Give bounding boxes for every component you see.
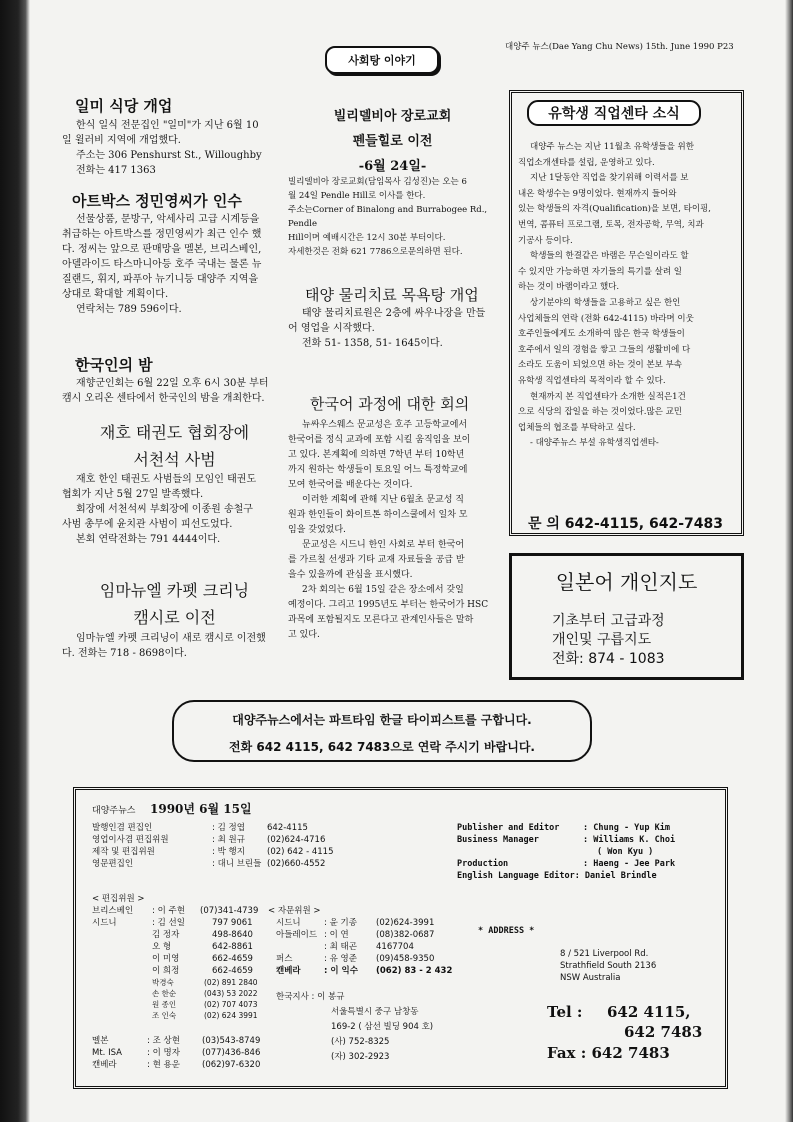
fax-number: Fax : 642 7483 — [547, 1044, 670, 1062]
taekwondo-title: 재호 태권도 협회장에 — [99, 423, 250, 442]
bath-title: 태양 물리치료 목욕탕 개업 — [305, 286, 479, 304]
typist-wanted-banner — [172, 700, 592, 762]
church-body: 빌리델비아 장로교회(담임목사 김성진)는 오는 6 월 24일 Pendle Hill로 이사를 한다. 주소는Corner of Binalong and Burrabogee Rd., Pendle Hill이며 예배시간은 12시 30분 부터이다. 자세한것은 전화 621 7786으로문의하면 된다. — [288, 177, 488, 257]
japanese-ad-body: 기초부터 고급과정 개인및 구릅지도 전화: 874 - 1083 — [552, 613, 665, 667]
scan-left-edge — [0, 0, 30, 1122]
advisors-list: 시드니 : 윤 기종 (02)624-3991 아들레이드 : 이 연 (08)382-0687 : 최 태곤 4167704 퍼스 : 유 영준 (09)458-9350 캔베라 : 이 익수 (062) 83 - 2 432 — [276, 918, 453, 976]
language-title: 한국어 과정에 대한 회의 — [310, 395, 470, 413]
scan-right-edge — [785, 0, 793, 1122]
advisors-label: < 자문위원 > — [268, 906, 321, 916]
banner-line-2: 전화 642 4115, 642 7483으로 연락 주시기 바랍니다. — [229, 740, 535, 754]
masthead-date: 1990년 6월 15일 — [150, 802, 252, 816]
ilmi-body: 한식 일식 전문집인 "일미"가 지난 6월 10 일 윌러비 지역에 개업했다. 주소는 306 Penshurst St., Willoughby 전화는 417 1363 — [62, 120, 262, 176]
atobax-title: 아트박스 정민영씨가 인수 — [72, 192, 242, 210]
career-center-title: 유학생 직업센타 소식 — [527, 100, 701, 126]
korean-night-title: 한국인의 밤 — [75, 356, 153, 374]
japanese-ad-title: 일본어 개인지도 — [555, 570, 698, 594]
bath-body: 태양 물리치료원은 2층에 싸우나장을 만들 어 영업을 시작했다. 전화 51- 1358, 51- 1645이다. — [288, 308, 486, 349]
telephone-block: Tel : 642 4115, 642 7483 — [547, 1003, 703, 1041]
language-body: 뉴싸우스웨스 문교성은 호주 고등학교에서 한국어를 정식 교과에 포함 시킬 움직임을 보이 고 있다. 본계획에 의하면 7학년 부터 10학년 까지 원하는 학생들이 토요일 어느 특정학교에 모여 한국어를 배운다는 것이다. 이러한 계획에 관해 지난 6월초 문교성 직 원과 한인들이 화이트톤 하이스쿨에서 일차 모 임을 갖었었다. 문교성은 시드니 한인 사회로 부터 한국어 를 가르칠 선생과 기타 교재 자료들을 공급 받 을수 있을까에 관심을 표시했다. 2차 회의는 6월 15일 같은 장소에서 갖일 예정이다. 그리고 1995년도 부터는 한국어가 HSC 과목에 포함될지도 모른다고 관계인사들은 말하 고 있다. — [288, 420, 489, 640]
masthead-name: 대양주뉴스 — [92, 806, 136, 816]
career-center-body: 대양주 뉴스는 지난 11월초 유학생들을 위한 직업소개센타를 설립, 운영하고 있다. 지난 1달동안 직업을 찾기위해 이력서를 보 내온 학생수는 9명이었다. 현재까지 들어와 있는 학생들의 자격(Qualification)을 보면, 타이핑, 번역, 콤퓨터 프로그램, 토목, 전자공학, 무역, 치과 기공사 등이다. 학생들의 한결같은 바램은 무슨일이라도 할 수 있지만 가능하면 자기들의 특기를 살려 일 하는 것이 바램이라고 했다. 상기분야의 학생들을 고용하고 싶은 한인 사업체들의 연락 (전화 642-4115) 바라며 이웃 호주인들에게도 소개하여 많은 한국 학생들이 호주에서 일의 경험을 쌓고 그들의 생활비에 다 소라도 도움이 되었으면 하는 것이 본보 부속 유학생 직업센타의 목적이라 할 수 있다. 현재까지 본 직업센타가 소개한 실적은1건 으로 식당의 잡일을 하는 것이었다.많은 교민 업체들의 협조를 부탁하고 싶다. - 대양주뉴스 부설 유학생직업센타- — [518, 142, 711, 449]
korea-branch: 한국지사 : 이 봉규 서울특별시 중구 남창동 169-2 ( 삼선 빌딩 904 호) (사) 752-8325 (자) 302-2923 — [276, 992, 434, 1062]
page-header: 대양주 뉴스(Dae Yang Chu News) 15th. June 1990 P23 — [505, 42, 734, 52]
address-label: * ADDRESS * — [478, 926, 535, 936]
section-badge: 사회탕 이야기 — [325, 46, 439, 74]
church-title: 빌리델비아 장로교회 — [333, 109, 452, 124]
career-center-contact: 문 의 642-4115, 642-7483 — [528, 516, 723, 532]
church-date: -6월 24일- — [358, 159, 427, 174]
taekwondo-body: 재호 한인 태권도 사범들의 모임인 태권도 협회가 지난 5월 27일 발족했다. 회장에 서천석씨 부회장에 이종원 송철구 사범 총무에 윤치관 사범이 피선도었다. 본회 연락전화는 791 4444이다. — [62, 474, 257, 545]
english-staff: Publisher and Editor : Chung - Yup Kim Business Manager : Williams K. Choi ( Won Kyu ) Production : Haeng - Jee Park English Language Editor: Daniel Brindle — [457, 823, 676, 881]
taekwondo-subtitle: 서천석 사범 — [133, 450, 216, 469]
church-subtitle: 펜들힐로 이전 — [352, 134, 433, 149]
masthead-staff: 발행인겸 편집인 : 김 정엽 642-4115 영업이사겸 편집위원 : 최 원규 (02)624-4716 제작 및 편집위원 : 박 행지 (02) 642 - 4115 영문편집인 : 대니 브린들 (02)660-4552 — [92, 823, 334, 869]
atobax-body: 선물상품, 문방구, 악세사리 고급 시계등을 취급하는 아트박스를 정민영씨가 최근 인수 했 다. 정씨는 앞으로 판매망을 멜본, 브리스베인, 아델라이드 타스마니아등 호주 국내는 물론 뉴 질랜드, 휘지, 파푸아 뉴기니등 대양주 지역을 상대로 확대할 계획이다. 연락처는 789 596이다. — [62, 214, 262, 315]
ilmi-title: 일미 식당 개업 — [75, 97, 173, 115]
address-block: 8 / 521 Liverpool Rd. Strathfield South 2136 NSW Australia — [560, 949, 657, 983]
korean-night-body: 재향군인회는 6월 22일 오후 6시 30분 부터 캠시 오리온 센타에서 한국인의 밤을 개최한다. — [62, 378, 269, 404]
immanuel-subtitle: 캠시로 이전 — [133, 608, 216, 627]
banner-line-1: 대양주뉴스에서는 파트타임 한글 타이피스트를 구합니다. — [232, 713, 532, 727]
committee-list: 브리스베인 : 이 주현 (07)341-4739 시드니 : 김 선일 797 9061 김 정자 498-8640 오 형 642-8861 이 미영 662-4659 이 희정 662-4659 박경숙 (02) 891 2840 손 한순 (043) 53 2022 원 종인 (02) 707 4073 조 인숙 (02) 624 3991 — [92, 906, 259, 1020]
immanuel-body: 임마뉴엘 카펫 크리닝이 새로 캠시로 이전했 다. 전화는 718 - 8698이다. — [62, 633, 266, 659]
committee-label: < 편집위원 > — [92, 894, 145, 904]
immanuel-title: 임마뉴엘 카펫 크리닝 — [99, 581, 250, 600]
regional-contacts: 멜본 : 조 상현 (03)543-8749 Mt. ISA : 이 명자 (077)436-846 캔베라 : 현 용운 (062)97-6320 — [92, 1036, 261, 1070]
